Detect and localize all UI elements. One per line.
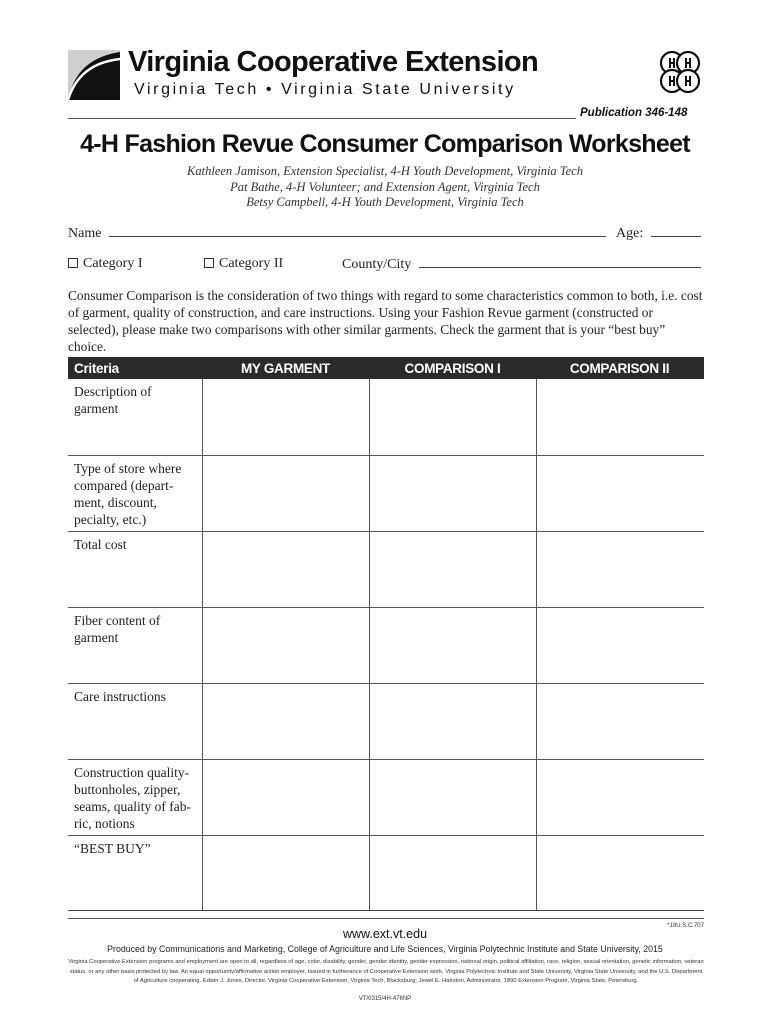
- document-title: 4-H Fashion Revue Consumer Comparison Worksheet: [80, 130, 690, 158]
- age-field[interactable]: [616, 225, 701, 242]
- footer-eeo-statement: Virginia Cooperative Extension programs and employment are open to all, regardless of age, color, disability, gender, gender identity, gender expression, national origin, political affiliation, race, religion, sexual orientation, genetic information, veteran status, or any other basis protected by law. An equal opportunity/affirmative action employer. Issued in furtherance of Cooperative Extension work, Virginia Polytechnic Institute and State University, Virginia State University, and the U.S. Department of Agriculture cooperating. Edwin J. Jones, Director, Virginia Cooperative Extension, Virginia Tech, Blacksburg; Jewel E. Hairston, Administrator, 1890 Extension Program, Virginia State, Petersburg.: [68, 959, 704, 985]
- four-h-clover-icon: [655, 48, 705, 98]
- comparison-2-cell[interactable]: [536, 456, 703, 531]
- my-garment-cell[interactable]: [202, 836, 369, 910]
- table-row: [68, 531, 704, 607]
- publication-rule: [68, 118, 576, 119]
- comparison-1-cell[interactable]: [369, 456, 536, 531]
- footer-citation: *18U.S.C.707: [667, 923, 704, 929]
- table-row: [68, 607, 704, 683]
- criteria-store-type: Type of store where compared (depart-ment, discount, pecialty, etc.): [74, 461, 182, 527]
- comparison-2-cell[interactable]: [536, 379, 703, 455]
- comparison-1-cell[interactable]: [369, 760, 536, 835]
- county-field[interactable]: [342, 256, 701, 273]
- comparison-1-cell[interactable]: [369, 532, 536, 607]
- org-subtitle: Virginia Tech • Virginia State University: [134, 81, 516, 98]
- header-comparison-1: COMPARISON I: [404, 360, 501, 376]
- comparison-2-cell[interactable]: [536, 684, 703, 759]
- header-comparison-2: COMPARISON II: [569, 360, 670, 376]
- footer-produced-by: Produced by Communications and Marketing, College of Agriculture and Life Sciences, Virginia Polytechnic Institute and State University, 2015: [107, 944, 663, 954]
- comparison-1-cell[interactable]: [369, 608, 536, 683]
- table-row: [68, 759, 704, 835]
- criteria-care-instructions: Care instructions: [74, 689, 166, 704]
- table-row: [68, 379, 704, 455]
- author-line: Kathleen Jamison, Extension Specialist, 4-H Youth Development, Virginia Tech: [187, 164, 583, 178]
- table-row: [68, 683, 704, 759]
- org-title: Virginia Cooperative Extension: [128, 46, 539, 78]
- category-2-option[interactable]: [204, 256, 283, 272]
- name-field[interactable]: [68, 225, 606, 242]
- category-1-option[interactable]: [68, 256, 142, 272]
- name-input-line[interactable]: [109, 225, 606, 237]
- criteria-best-buy: “BEST BUY”: [74, 841, 151, 856]
- criteria-construction-quality: Construction quality-buttonholes, zipper, seams, quality of fab-ric, notions: [74, 765, 191, 831]
- header-criteria: Criteria: [74, 360, 119, 376]
- county-label: County/City: [342, 257, 412, 272]
- footer-rule: [68, 918, 704, 919]
- criteria-description: Description of garment: [74, 384, 152, 416]
- category-1-label: Category I: [83, 256, 143, 271]
- authors: [0, 164, 770, 211]
- table-body: [68, 379, 704, 911]
- my-garment-cell[interactable]: [202, 456, 369, 531]
- comparison-2-cell[interactable]: [536, 532, 703, 607]
- criteria-total-cost: Total cost: [74, 537, 127, 552]
- my-garment-cell[interactable]: [202, 760, 369, 835]
- comparison-2-cell[interactable]: [536, 836, 703, 910]
- comparison-1-cell[interactable]: [369, 379, 536, 455]
- table-row: [68, 835, 704, 910]
- age-label: Age:: [616, 226, 644, 241]
- table-row: [68, 455, 704, 531]
- criteria-fiber-content: Fiber content of garment: [74, 613, 161, 645]
- table-header: [68, 357, 704, 379]
- vce-logo-mark: [68, 50, 120, 100]
- my-garment-cell[interactable]: [202, 379, 369, 455]
- category-2-label: Category II: [219, 256, 284, 271]
- intro-paragraph: Consumer Comparison is the consideration of two things with regard to some characteristics common to both, i.e. cost of garment, quality of construction, and care instructions. Using your Fashion Revue garment (constructed or selected), please make two comparisons with other similar garments. Check the garment that is your “best buy” choice.: [68, 288, 703, 354]
- comparison-2-cell[interactable]: [536, 760, 703, 835]
- author-line: Betsy Campbell, 4-H Youth Development, Virginia Tech: [246, 195, 524, 209]
- publication-number: Publication 346-148: [580, 107, 688, 119]
- comparison-table: [68, 357, 704, 911]
- my-garment-cell[interactable]: [202, 608, 369, 683]
- footer-publication-code: VT/0315/4H-476NP: [358, 996, 412, 1002]
- county-input-line[interactable]: [419, 256, 701, 268]
- name-label: Name: [68, 226, 102, 241]
- header-my-garment: MY GARMENT: [240, 360, 330, 376]
- comparison-2-cell[interactable]: [536, 608, 703, 683]
- my-garment-cell[interactable]: [202, 684, 369, 759]
- author-line: Pat Bathe, 4-H Volunteer; and Extension Agent, Virginia Tech: [230, 179, 540, 194]
- my-garment-cell[interactable]: [202, 532, 369, 607]
- category-1-checkbox[interactable]: [68, 258, 78, 268]
- age-input-line[interactable]: [651, 225, 701, 237]
- category-2-checkbox[interactable]: [204, 258, 214, 268]
- comparison-1-cell[interactable]: [369, 684, 536, 759]
- footer-url-link[interactable]: www.ext.vt.edu: [342, 927, 428, 941]
- comparison-1-cell[interactable]: [369, 836, 536, 910]
